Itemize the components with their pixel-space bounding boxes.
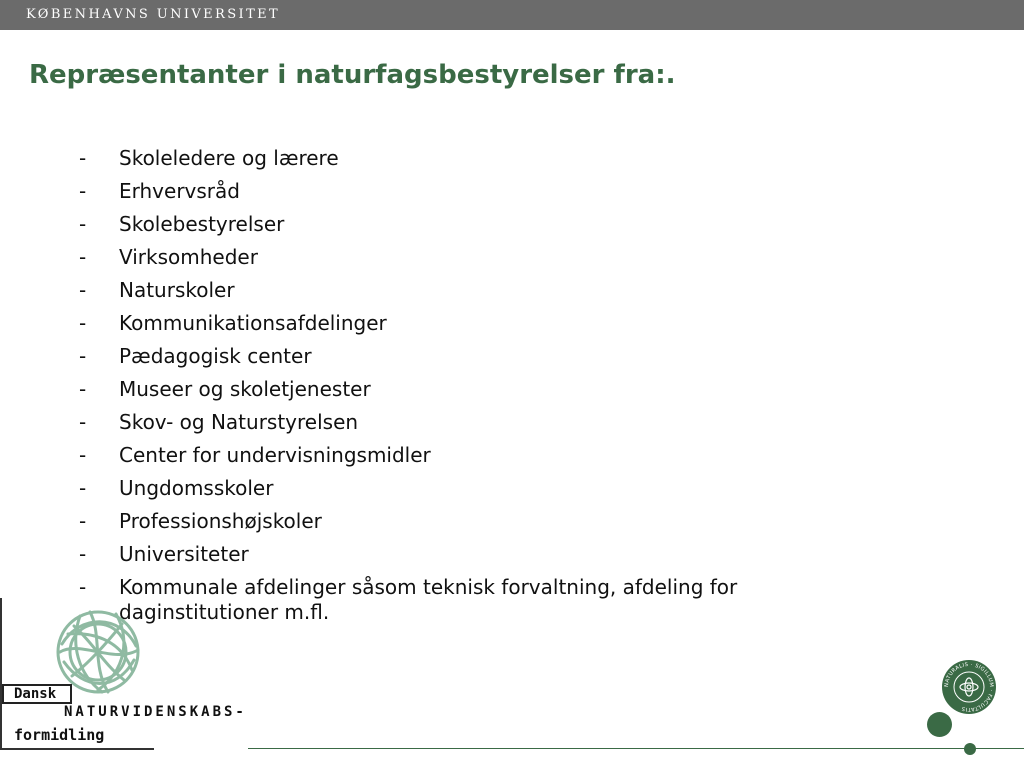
dansk-naturvidenskabsformidling-logo [0,598,260,758]
bullet-text: Kommunale afdelinger såsom teknisk forvaltning, afdeling for daginstitutioner m.fl. [119,575,738,624]
logo-dansk-box [2,684,72,704]
bullet-item [76,476,836,501]
faculty-seal-icon [941,659,997,715]
bullet-text: Naturskoler [119,278,235,302]
bullet-text: Skoleledere og lærere [119,146,339,170]
bullet-item [76,509,836,534]
bullet-text: Center for undervisningsmidler [119,443,431,467]
bullet-marker: - [79,212,87,236]
bullet-marker: - [79,344,87,368]
bullet-marker: - [79,278,87,302]
slide-title: Repræsentanter i naturfagsbestyrelser fra:. [29,60,676,90]
bullet-text: Ungdomsskoler [119,476,274,500]
bullet-text: Museer og skoletjenester [119,377,371,401]
bullet-marker: - [79,443,87,467]
bullet-text: Kommunikationsafdelinger [119,311,387,335]
bullet-marker: - [79,146,87,170]
bullet-list [76,146,836,633]
bullet-marker: - [79,377,87,401]
decorative-dot-small [964,743,976,755]
bullet-marker: - [79,179,87,203]
bullet-item [76,146,836,171]
logo-word-dansk: Dansk [14,686,57,702]
bullet-marker: - [79,476,87,500]
bullet-text: Virksomheder [119,245,258,269]
logo-border-line [0,598,2,750]
bullet-item [76,344,836,369]
bullet-item [76,212,836,237]
bullet-item [76,278,836,303]
bullet-text: Erhvervsråd [119,179,240,203]
seal-ring-text: NATURALIS · SIGILLUM · FACULTATIS [943,661,995,713]
bullet-text: Professionshøjskoler [119,509,322,533]
bullet-marker: - [79,542,87,566]
bullet-item [76,542,836,567]
bullet-item [76,410,836,435]
bullet-item [76,377,836,402]
logo-word-formidling: formidling [14,726,105,744]
bullet-text: Skolebestyrelser [119,212,285,236]
bullet-text: Skov- og Naturstyrelsen [119,410,359,434]
bullet-item [76,245,836,270]
institution-name: KØBENHAVNS UNIVERSITET [26,7,281,22]
bullet-item [76,179,836,204]
bullet-text: Pædagogisk center [119,344,312,368]
bullet-item [76,443,836,468]
bullet-item [76,311,836,336]
bullet-marker: - [79,245,87,269]
bullet-text: Universiteter [119,542,249,566]
header-bar [0,0,1024,30]
bullet-marker: - [79,410,87,434]
footer-line [248,748,1024,749]
bullet-marker: - [79,575,87,599]
bullet-marker: - [79,311,87,335]
bullet-marker: - [79,509,87,533]
decorative-dot-large [927,712,952,737]
logo-word-naturvidenskabs: NATURVIDENSKABS- [64,704,247,720]
logo-underline [2,748,154,750]
